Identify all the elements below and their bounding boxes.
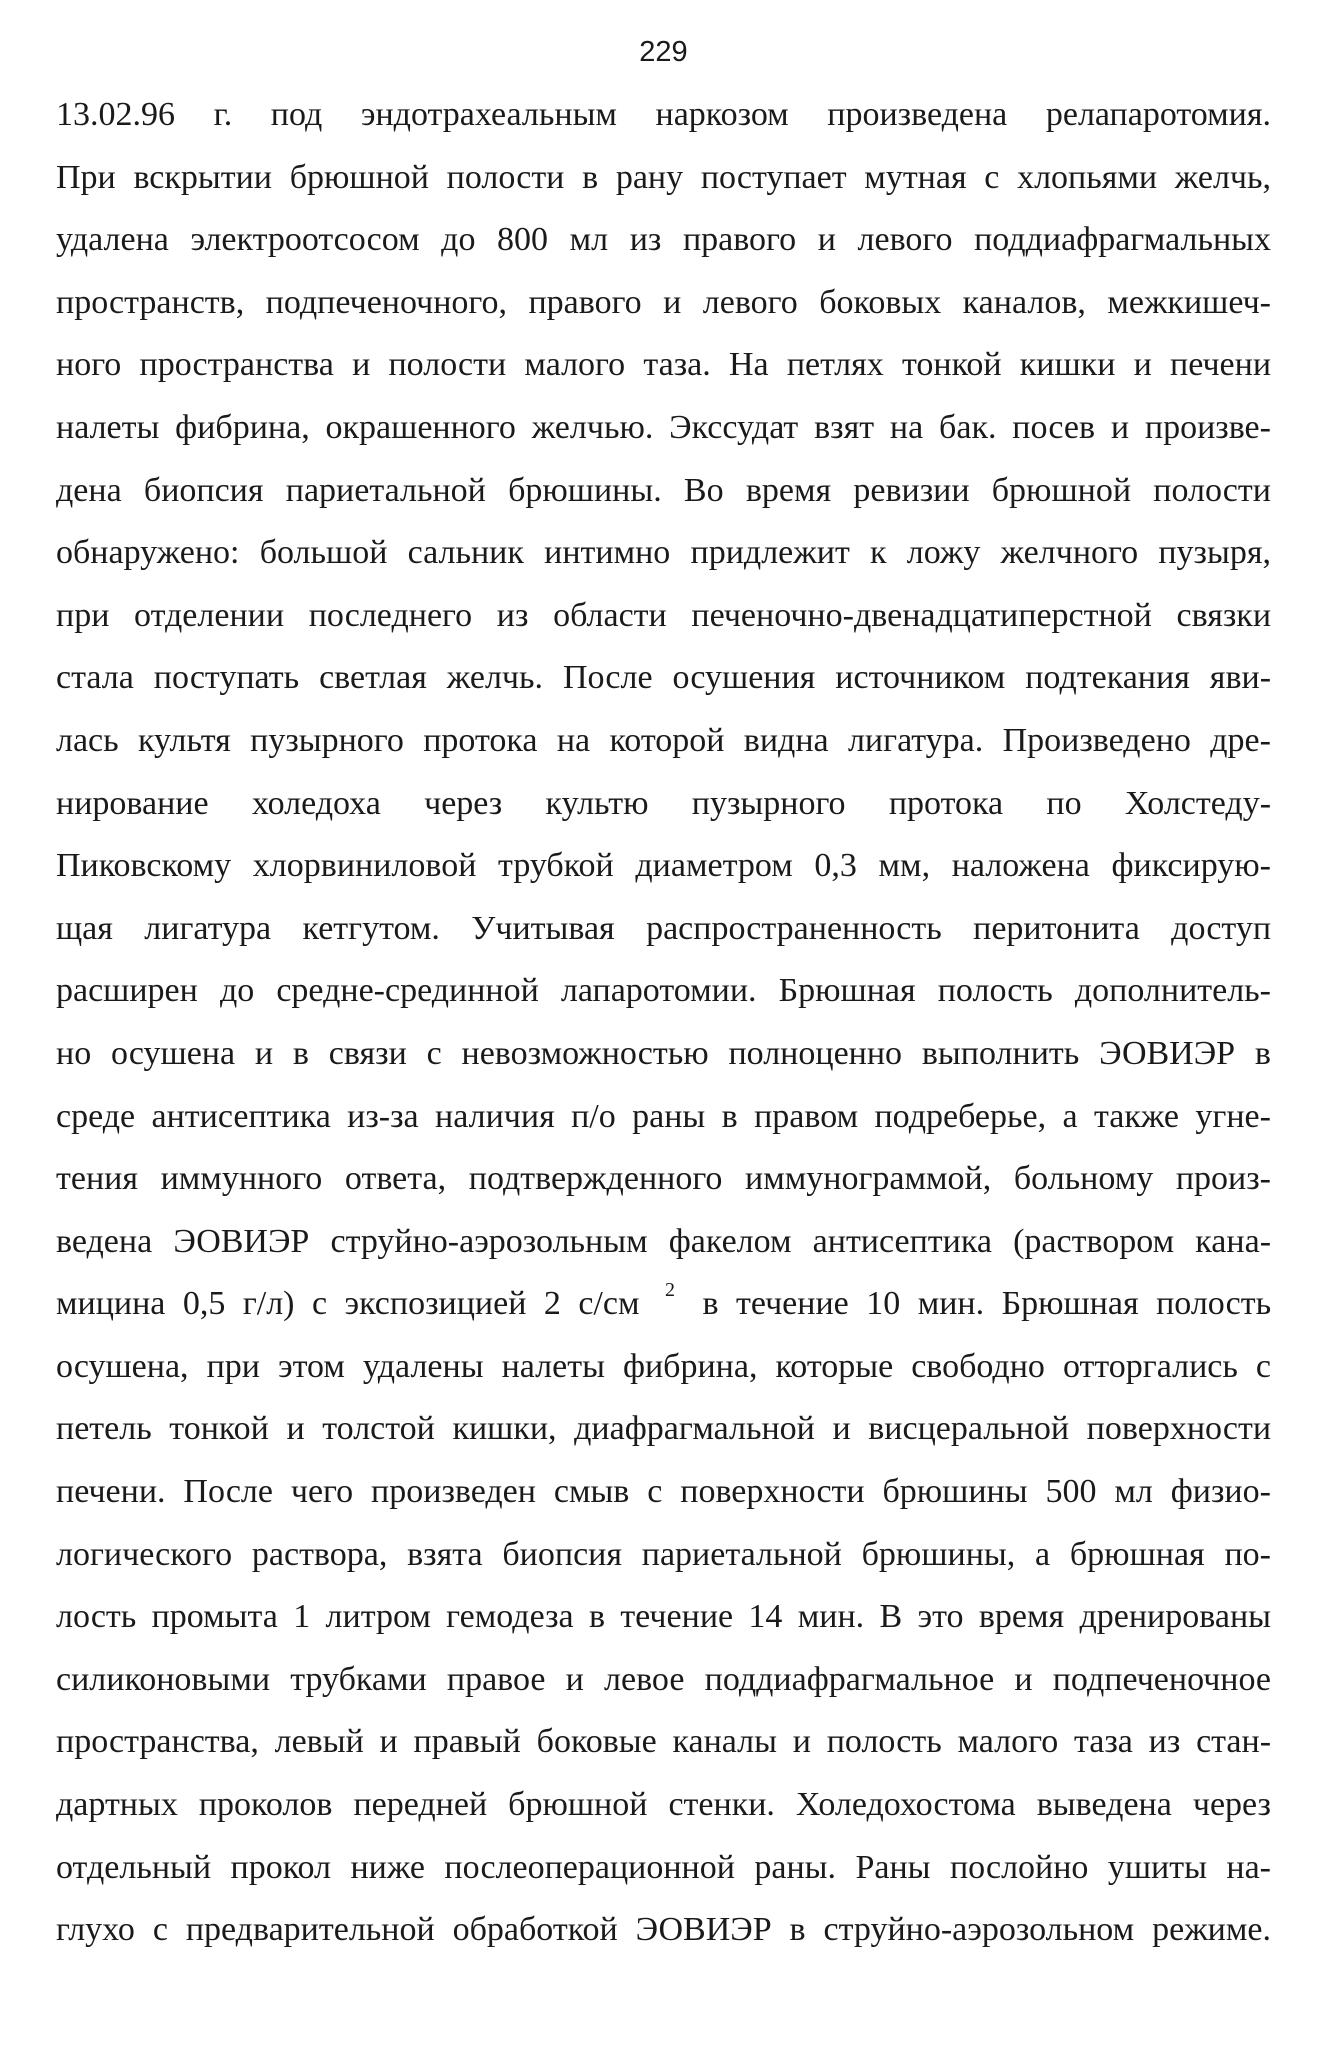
text-line: обнаружено: большой сальник интимно придлежит к ложу желчного пузыря, bbox=[56, 534, 1271, 572]
text-line: отдельный прокол ниже послеоперационной раны. Раны послойно ушиты на- bbox=[56, 1848, 1271, 1886]
text-line: логического раствора, взята биопсия париетальной брюшины, а брюшная по- bbox=[56, 1535, 1271, 1573]
text-line: ведена ЭОВИЭР струйно-аэрозольным факелом антисептика (раствором кана- bbox=[56, 1222, 1272, 1260]
text-line: Пиковскому хлорвиниловой трубкой диаметром 0,3 мм, наложена фиксирую- bbox=[56, 847, 1271, 885]
text-segment: в течение 10 мин. Брюшная полость bbox=[702, 1285, 1272, 1323]
text-line: лость промыта 1 литром гемодеза в течение 14 мин. В это время дренированы bbox=[56, 1598, 1271, 1636]
document-body bbox=[56, 84, 1271, 1962]
text-line: пространства, левый и правый боковые каналы и полость малого таза из стан- bbox=[56, 1723, 1272, 1761]
text-line: расширен до средне-срединной лапаротомии. Брюшная полость дополнитель- bbox=[56, 972, 1272, 1010]
text-line: среде антисептика из-за наличия п/о раны в правом подреберье, а также угне- bbox=[56, 1097, 1271, 1135]
text-line: но осушена и в связи с невозможностью полноценно выполнить ЭОВИЭР в bbox=[56, 1034, 1271, 1072]
text-line: При вскрытии брюшной полости в рану поступает мутная с хлопьями желчь, bbox=[56, 158, 1272, 196]
text-line: щая лигатура кетгутом. Учитывая распространенность перитонита доступ bbox=[56, 909, 1272, 947]
text-line: печени. После чего произведен смыв с поверхности брюшины 500 мл физио- bbox=[56, 1473, 1271, 1511]
text-line: тения иммунного ответа, подтвержденного иммунограммой, больному произ- bbox=[56, 1160, 1271, 1198]
text-line: ного пространства и полости малого таза. На петлях тонкой кишки и печени bbox=[56, 346, 1272, 384]
page-number: 229 bbox=[639, 36, 688, 68]
text-line: стала поступать светлая желчь. После осушения источником подтекания яви- bbox=[56, 659, 1272, 697]
text-line: лась культя пузырного протока на которой видна лигатура. Произведено дре- bbox=[56, 721, 1271, 759]
text-line-with-superscript bbox=[56, 1273, 1271, 1336]
text-line: нирование холедоха через культю пузырного протока по Холстеду- bbox=[56, 784, 1272, 822]
text-line: силиконовыми трубками правое и левое поддиафрагмальное и подпеченочное bbox=[56, 1660, 1271, 1698]
text-segment: мицина 0,5 г/л) с экспозицией 2 с/см bbox=[56, 1285, 640, 1323]
text-line: налеты фибрина, окрашенного желчью. Экссудат взят на бак. посев и произве- bbox=[56, 408, 1271, 446]
text-line: петель тонкой и толстой кишки, диафрагмальной и висцеральной поверхности bbox=[56, 1410, 1272, 1448]
text-line: пространств, подпеченочного, правого и левого боковых каналов, межкишеч- bbox=[56, 283, 1271, 321]
text-line: при отделении последнего из области печеночно-двенадцатиперстной связки bbox=[56, 596, 1272, 634]
superscript: 2 bbox=[664, 1279, 675, 1302]
text-line: 13.02.96 г. под эндотрахеальным наркозом произведена релапаротомия. bbox=[56, 96, 1272, 133]
text-line: дартных проколов передней брюшной стенки. Холедохостома выведена через bbox=[56, 1786, 1271, 1824]
text-line: глухо с предварительной обработкой ЭОВИЭР в струйно-аэрозольном режиме. bbox=[56, 1911, 1271, 1949]
text-line: осушена, при этом удалены налеты фибрина, которые свободно отторгались с bbox=[56, 1347, 1271, 1385]
text-line: дена биопсия париетальной брюшины. Во время ревизии брюшной полости bbox=[56, 471, 1271, 509]
text-line: удалена электроотсосом до 800 мл из правого и левого поддиафрагмальных bbox=[56, 221, 1271, 259]
